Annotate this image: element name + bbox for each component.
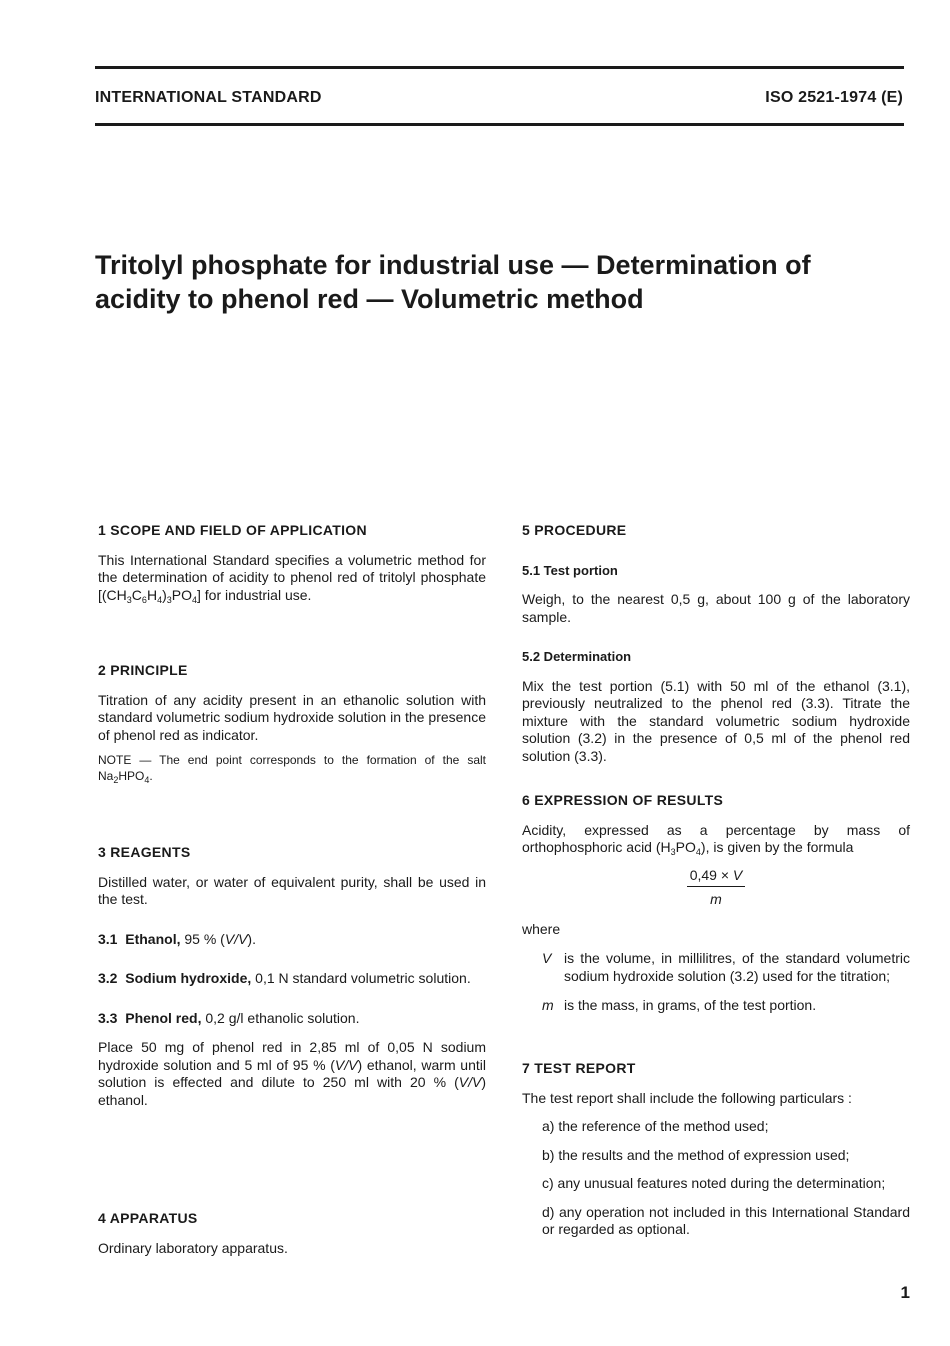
reagent-3-1: 3.1 Ethanol, 95 % (V/V).	[98, 930, 256, 947]
section-4	[98, 1210, 486, 1257]
section-5-heading: 5 PROCEDURE	[522, 522, 627, 538]
section-4-heading: 4 APPARATUS	[98, 1210, 198, 1226]
definition-v	[522, 950, 910, 985]
section-1-text: This International Standard specifies a volumetric method for the determination of acidity to phenol red of tritolyl phosphate $[(CH_3C_6H_4)_3PO_4]$ for industrial use.	[98, 551, 486, 605]
section-2-text: Titration of any acidity present in an ethanolic solution with standard volumetric sodium hydroxide solution in the presence of phenol red as indicator.	[98, 691, 486, 743]
title-line-2: acidity to phenol red — Volumetric method	[95, 284, 644, 314]
section-3-text: Distilled water, or water of equivalent purity, shall be used in the test.	[98, 873, 486, 907]
reagent-3-3-preparation: Place 50 mg of phenol red in 2,85 ml of 0,05 N sodium hydroxide solution and 5 ml of 95 % (V/V) ethanol, warm until solution is effected and dilute to 250 ml with 20 % (V/V) ethanol.	[98, 1039, 486, 1108]
section-2-note: NOTE — The end point corresponds to the formation of the salt $Na_2HPO_4$.	[98, 753, 486, 785]
definition-m	[522, 997, 910, 1015]
report-item-a: a) the reference of the method used;	[542, 1118, 769, 1134]
section-7	[522, 1060, 910, 1239]
definition-v-symbol: V	[542, 950, 552, 966]
page-number: 1	[900, 1283, 910, 1302]
definition-m-symbol: m	[542, 997, 554, 1013]
section-1	[98, 522, 486, 604]
section-3	[98, 844, 486, 1109]
acidity-formula	[522, 867, 910, 909]
report-item-c: c) any unusual features noted during the determination;	[542, 1175, 886, 1191]
section-6	[522, 792, 910, 1015]
section-7-heading: 7 TEST REPORT	[522, 1060, 636, 1076]
subsection-5-2-text: Mix the test portion (5.1) with 50 ml of the ethanol (3.1), previously neutralized to the phenol red (3.3). Titrate the mixture with the standard volumetric sodium hydroxide solution (3.2) in the presence of 0,5 ml of the phenol red solution (3.3).	[522, 677, 910, 764]
section-6-heading: 6 EXPRESSION OF RESULTS	[522, 792, 724, 808]
reagent-3-2: 3.2 Sodium hydroxide, 0,1 N standard volumetric solution.	[98, 970, 471, 986]
formula-denominator: m	[710, 891, 722, 907]
header-standard-number: ISO 2521-1974 (E)	[765, 89, 903, 106]
header-bottom-rule	[95, 123, 904, 126]
section-7-intro: The test report shall include the following particulars :	[522, 1089, 852, 1106]
section-2	[98, 662, 486, 784]
section-2-heading: 2 PRINCIPLE	[98, 662, 188, 678]
definition-m-text: is the mass, in grams, of the test portion.	[564, 997, 817, 1013]
header-standard-label: INTERNATIONAL STANDARD	[95, 89, 322, 106]
section-1-heading: 1 SCOPE AND FIELD OF APPLICATION	[98, 522, 367, 538]
section-4-text: Ordinary laboratory apparatus.	[98, 1239, 288, 1256]
document-title	[95, 248, 875, 316]
section-6-text: Acidity, expressed as a percentage by mass of orthophosphoric acid $(H_3PO_4)$, is given by the formula	[522, 821, 910, 857]
subsection-5-1-heading: 5.1 Test portion	[522, 562, 618, 578]
section-5	[522, 522, 910, 765]
section-3-heading: 3 REAGENTS	[98, 844, 191, 860]
formula-numerator: 0,49 × V	[687, 867, 746, 888]
title-line-1: Tritolyl phosphate for industrial use — Determination of	[95, 250, 811, 280]
reagent-3-3: 3.3 Phenol red, 0,2 g/l ethanolic solution.	[98, 1009, 360, 1026]
formula-where: where	[522, 920, 561, 937]
subsection-5-1-text: Weigh, to the nearest 0,5 g, about 100 g of the laboratory sample.	[522, 591, 910, 625]
definition-v-text: is the volume, in millilitres, of the standard volumetric sodium hydroxide solution (3.2) used for the titration;	[564, 950, 910, 984]
report-item-d: d) any operation not included in this International Standard or regarded as optional.	[542, 1203, 910, 1237]
subsection-5-2-heading: 5.2 Determination	[522, 649, 632, 664]
formula-fraction	[687, 867, 746, 909]
report-item-b: b) the results and the method of expression used;	[542, 1146, 850, 1163]
header-top-rule	[95, 66, 904, 69]
